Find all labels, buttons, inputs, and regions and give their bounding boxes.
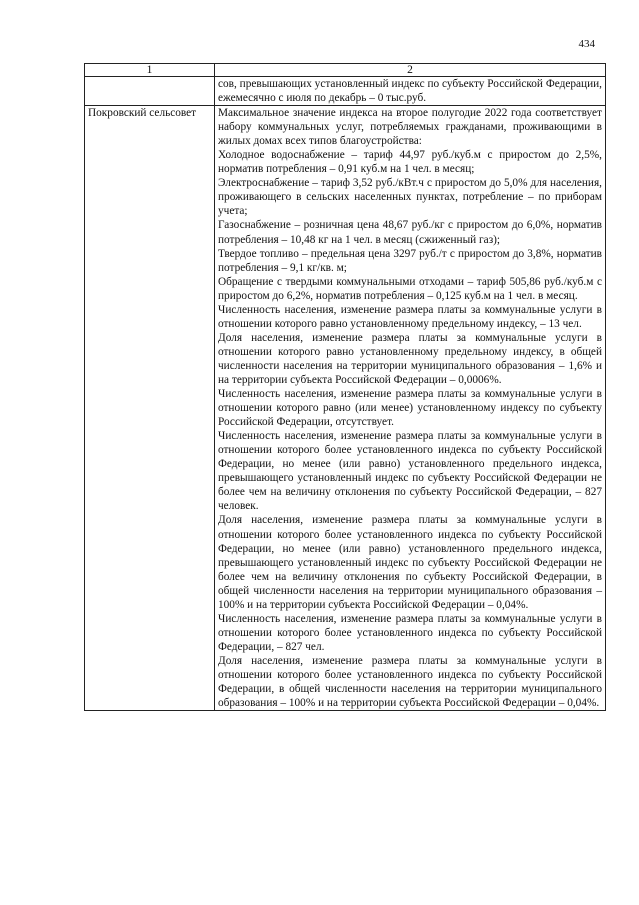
paragraph-cold-water: Холодное водоснабжение – тариф 44,97 руб./куб.м с приростом до 2,5%, норматив потребления – 0,91 куб.м на 1 чел. в месяц; [218,149,602,176]
table-cell-empty [85,77,215,106]
paragraph-gas: Газоснабжение – розничная цена 48,67 руб./кг с приростом до 6,0%, норматив потребления – 10,48 кг на 1 чел. в месяц (сжиженный газ); [218,219,602,246]
table-header-row [85,64,606,77]
paragraph-share-above: Доля населения, изменение размера платы за коммунальные услуги в отношении которого более установленного индекса по субъекту Российской Федерации, в общей численности населения на территории муниципального образования – 100% и на территории субъекта Российской Федерации – 0,04%. [218,654,602,710]
paragraph-population-above: Численность населения, изменение размера платы за коммунальные услуги в отношении которого более установленного индекса по субъекту Российской Федерации, – 827 чел. [218,612,602,653]
paragraph-population-deviation: Численность населения, изменение размера платы за коммунальные услуги в отношении которого более установленного индекса по субъекту Российской Федерации, но менее (или равно) установленного предельного индекса, превышающего установленный индекс по субъекту Российской Федерации не более чем на величину отклонения по субъекту Российской Федерации, – 827 человек. [218,430,602,513]
paragraph-share-equal: Доля населения, изменение размера платы за коммунальные услуги в отношении которого равно установленному предельному индексу, в общей численности населения на территории муниципального образования – 1,6% и на территории субъекта Российской Федерации – 0,0006%. [218,331,602,386]
municipality-name: Покровский сельсовет [85,106,215,711]
paragraph-electricity: Электроснабжение – тариф 3,52 руб./кВт.ч с приростом до 5,0% для населения, проживающего в сельских населенных пунктах, потребление – по приборам учета; [218,177,602,218]
table-row-pokrovsky [85,106,606,711]
municipality-details [215,106,606,711]
page-number: 434 [578,38,595,50]
paragraph-population-less: Численность населения, изменение размера платы за коммунальные услуги в отношении которого равно (или менее) установленному индексу по субъекту Российской Федерации, отсутствует. [218,388,602,429]
tariff-table [84,63,606,711]
paragraph-share-deviation: Доля населения, изменение размера платы за коммунальные услуги в отношении которого более установленного индекса по субъекту Российской Федерации, но менее (или равно) установленного предельного индекса, превышающего установленный индекс по субъекту Российской Федерации не более чем на величину отклонения по субъекту Российской Федерации, в общей численности населения на территории муниципального образования – 100% и на территории субъекта Российской Федерации – 0,04%. [218,514,602,611]
paragraph-population-equal: Численность населения, изменение размера платы за коммунальные услуги в отношении которого равно установленному предельному индексу, – 13 чел. [218,303,602,330]
paragraph-index-max: Максимальное значение индекса на второе полугодие 2022 года соответствует набору коммунальных услуг, потребляемых гражданами, проживающими в жилых домах всех типов благоустройства: [218,107,602,148]
continuation-text: сов, превышающих установленный индекс по субъекту Российской Федерации, ежемесячно с июля по декабрь – 0 тыс.руб. [215,77,606,106]
paragraph-solid-fuel: Твердое топливо – предельная цена 3297 руб./т с приростом до 3,8%, норматив потребления – 9,1 кг/кв. м; [218,247,602,274]
paragraph-waste: Обращение с твердыми коммунальными отходами – тариф 505,86 руб./куб.м с приростом до 6,2%, норматив потребления – 0,125 куб.м на 1 чел. в месяц. [218,275,602,302]
column-header-1: 1 [85,64,215,77]
column-header-2: 2 [215,64,606,77]
table-row-continuation [85,77,606,106]
